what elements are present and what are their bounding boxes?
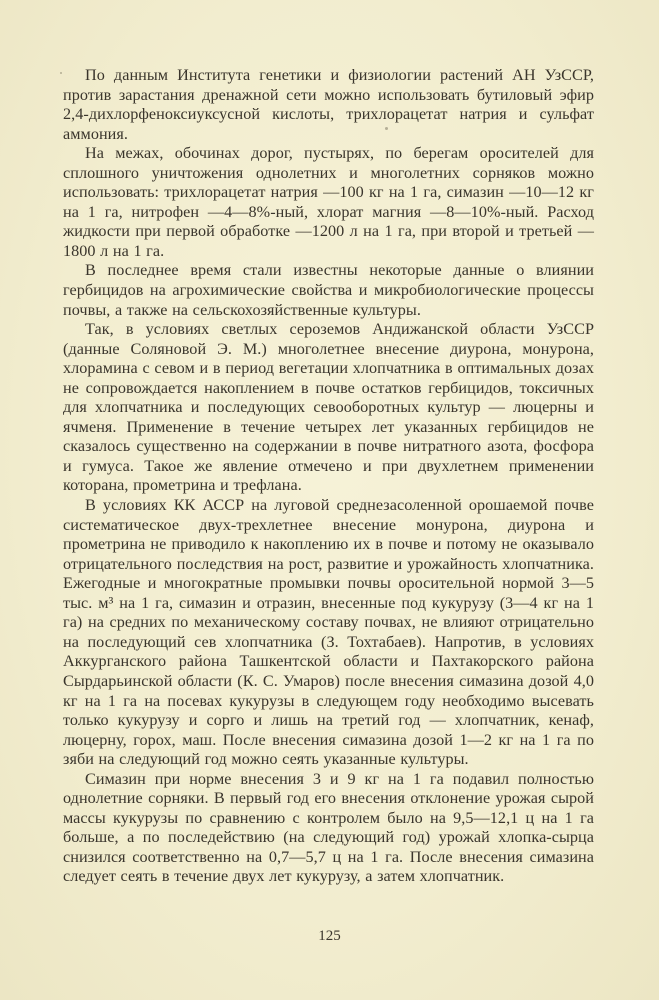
paragraph-andijan-study: Так, в условиях светлых сероземов Андижанской области УзССР (данные Соляновой Э. М.) многолетнее внесение диурона, монурона, хлорамина с севом и в период вегетации хлопчатника в оптимальных дозах не сопровождается накоплением в почве остатков гербицидов, токсичных для хлопчатника и последующих севооборотных культур — люцерны и ячменя. Применение в течение четырех лет указанных гербицидов не сказалось существенно на содержании в почве нитратного азота, фосфора и гумуса. Такое же явление отмечено и при двухлетнем применении которана, прометрина и трефлана. bbox=[63, 320, 594, 495]
paragraph-drainage-herbicides: По данным Института генетики и физиологии растений АН УзССР, против зарастания дренажной сети можно использовать бутиловый эфир 2,4-дихлорфеноксиуксусной кислоты, трихлорацетат натрия и сульфат аммония. bbox=[63, 66, 594, 143]
page-number: 125 bbox=[318, 928, 341, 944]
paragraph-roadside-weed-control: На межах, обочинах дорог, пустырях, по берегам оросителей для сплошного уничтожения однолетних и многолетних сорняков можно использовать: трихлорацетат натрия —100 кг на 1 га, симазин —10—12 кг на 1 га, нитрофен —4—8%-ный, хлорат магния —8—10%-ный. Расход жидкости при первой обработке —1200 л на 1 га, при второй и третьей —1800 л на 1 га. bbox=[63, 144, 594, 260]
paragraph-herbicide-soil-effects: В последнее время стали известны некоторые данные о влиянии гербицидов на агрохимические свойства и микробиологические процессы почвы, а также на сельскохозяйственные культуры. bbox=[63, 261, 594, 319]
paragraph-simazine-yield: Симазин при норме внесения 3 и 9 кг на 1 га подавил полностью однолетние сорняки. В первый год его внесения отклонение урожая сырой массы кукурузы по сравнению с контролем было на 9,5—12,1 ц на 1 га больше, а по последействию (на следующий год) урожай хлопка-сырца снизился соответственно на 0,7—5,7 ц на 1 га. После внесения симазина следует сеять в течение двух лет кукурузу, а затем хлопчатник. bbox=[63, 769, 594, 886]
print-speck bbox=[385, 127, 388, 130]
body-text bbox=[63, 66, 594, 887]
print-speck bbox=[60, 72, 62, 74]
paragraph-kk-assr-study: В условиях КК АССР на луговой среднезасоленной орошаемой почве систематическое двух-трехлетнее внесение монурона, диурона и прометрина не приводило к накоплению их в почве и потому не оказывало отрицательного последствия на рост, развитие и урожайность хлопчатника. Ежегодные и многократные промывки почвы оросительной нормой 3—5 тыс. м³ на 1 га, симазин и отразин, внесенные под кукурузу (3—4 кг на 1 га) на средних по механическому составу почвах, не влияют отрицательно на последующий сев хлопчатника (З. Тохтабаев). Напротив, в условиях Аккурганского района Ташкентской области и Пахтакорского района Сырдарьинской области (К. С. Умаров) после внесения симазина дозой 4,0 кг на 1 га на посевах кукурузы в следующем году необходимо высевать только кукурузу и сорго и лишь на третий год — хлопчатник, кенаф, люцерну, горох, маш. После внесения симазина дозой 1—2 кг на 1 га по зяби на следующий год можно сеять указанные культуры. bbox=[63, 496, 594, 769]
